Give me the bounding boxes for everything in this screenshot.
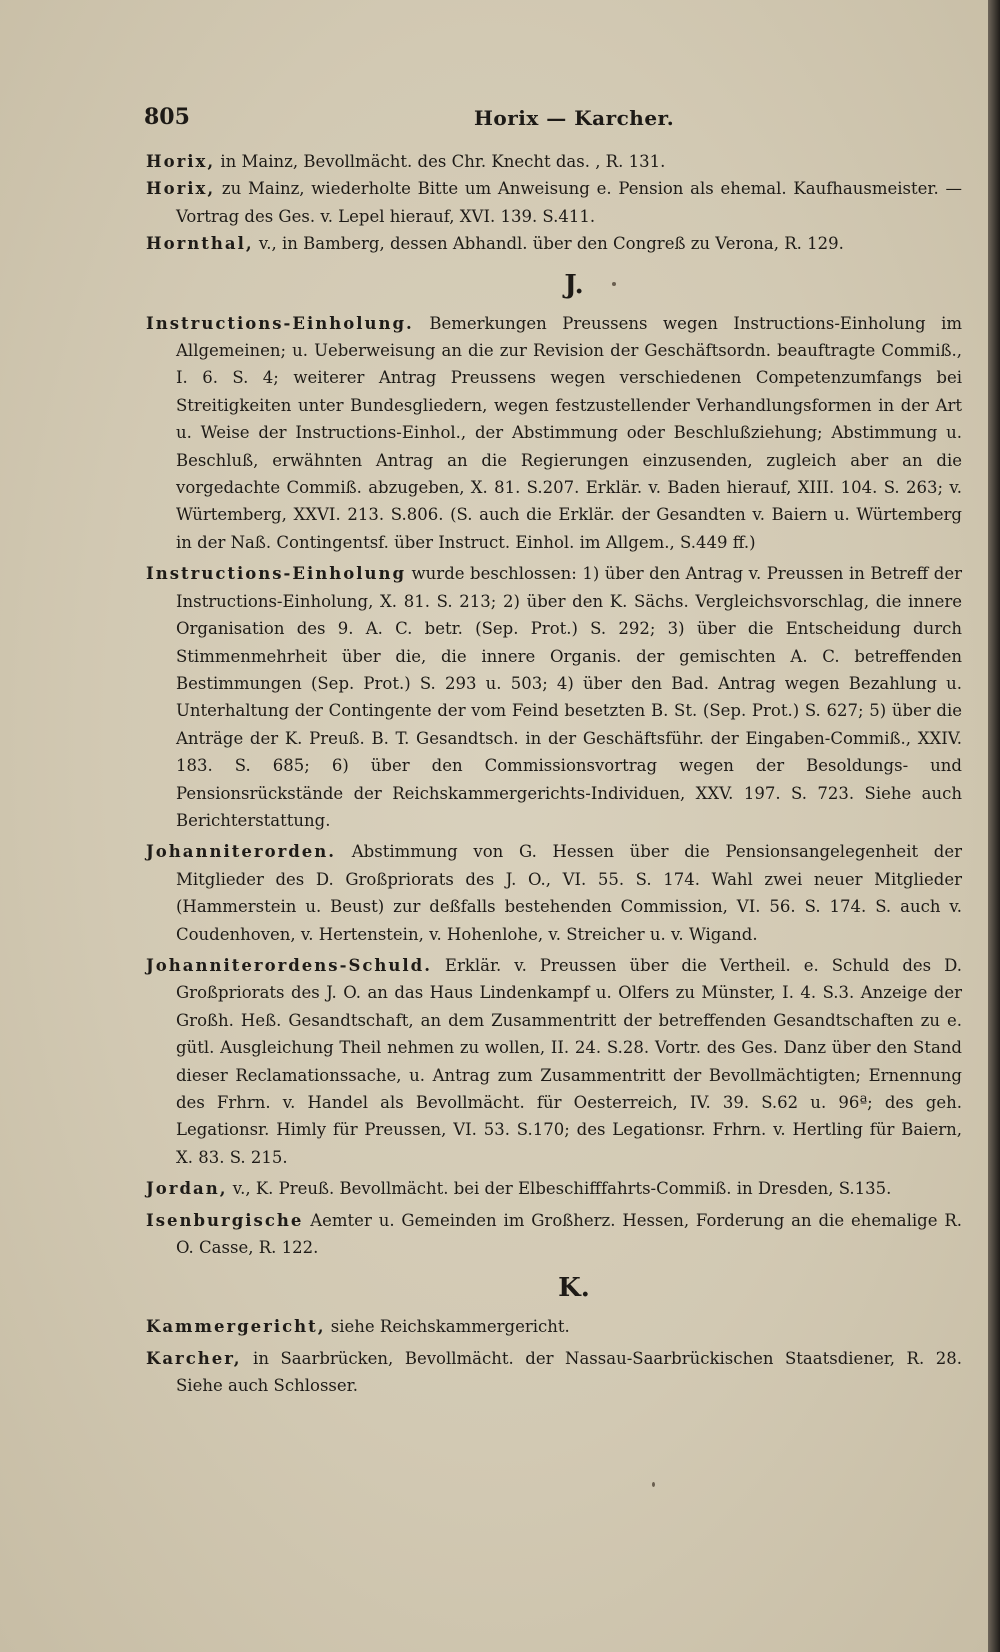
entry-text: in Saarbrücken, Bevollmächt. der Nassau-Saarbrückischen Staatsdiener, R. 28. Siehe auch Schlosser. — [176, 1348, 962, 1396]
section-letter-k: K. — [558, 1273, 590, 1304]
running-head: Horix — Karcher. — [474, 106, 675, 130]
index-entry — [146, 1345, 962, 1400]
entry-headword: Isenburgische — [146, 1210, 304, 1230]
section-letter-j: J. — [564, 269, 584, 300]
index-content — [146, 148, 962, 1400]
entry-headword: Karcher, — [146, 1348, 242, 1368]
index-entry — [146, 175, 962, 230]
index-entry — [146, 230, 962, 257]
index-entry — [146, 560, 962, 834]
index-entry — [146, 310, 962, 557]
entry-headword: Johanniterorden. — [146, 842, 337, 862]
index-entry — [146, 1175, 962, 1202]
entry-text: wurde beschlossen: 1) über den Antrag v. Preussen in Betreff der Instructions-Einholung, X. 81. S. 213; 2) über den K. Sächs. Vergleichsvorschlag, die innere Organisation des 9. A. C. betr. (Sep. Prot.) S. 292; 3) über die Entscheidung durch Stimmenmehrheit über die, die innere Organis. der gemischten A. C. betreffenden Bestimmungen (Sep. Prot.) S. 293 u. 503; 4) über den Bad. Antrag wegen Bezahlung u. Unterhaltung der Contingente der vom Feind besetzten B. St. (Sep. Prot.) S. 627; 5) über die Anträge der K. Preuß. B. T. Gesandtsch. in der Geschäftsführ. der Eingaben-Commiß., XXIV. 183. S. 685; 6) über den Commissionsvortrag wegen der Besoldungs- und Pensionsrückstände der Reichskammergerichts-Individuen, XXV. 197. S. 723. Siehe auch Berichterstattung. — [176, 564, 962, 830]
entry-text: Abstimmung von G. Hessen über die Pensionsangelegenheit der Mitglieder des D. Großpriorats des J. O., VI. 55. S. 174. Wahl zwei neuer Mitglieder (Hammerstein u. Beust) zur deßfalls bestehenden Commission, VI. 56. S. 174. S. auch v. Coudenhoven, v. Hertenstein, v. Hohenlohe, v. Streicher u. v. Wigand. — [176, 842, 962, 944]
entry-text: v., in Bamberg, dessen Abhandl. über den Congreß zu Verona, R. 129. — [253, 234, 844, 254]
page-number: 805 — [144, 104, 190, 130]
index-entry — [146, 952, 962, 1171]
page-header — [144, 104, 964, 136]
entry-text: Bemerkungen Preussens wegen Instructions-Einholung im Allgemeinen; u. Ueberweisung an die zur Revision der Geschäftsordn. beauftragte Commiß., I. 6. S. 4; weiterer Antrag Preussens wegen verschiedenen Competenzumfangs bei Streitigkeiten unter Bundesgliedern, wegen festzustellender Verhandlungsformen in der Art u. Weise der Instructions-Einhol., der Abstimmung oder Beschlußziehung; Abstimmung u. Beschluß, erwähnten Antrag an die Regierungen einzusenden, zugleich aber an die vorgedachte Commiß. abzugeben, X. 81. S.207. Erklär. v. Baden hierauf, XIII. 104. S. 263; v. Würtemberg, XXVI. 213. S.806. (S. auch die Erklär. der Gesandten v. Baiern u. Würtemberg in der Naß. Contingentsf. über Instruct. Einhol. im Allgem., S.449 ff.) — [176, 313, 962, 552]
entry-headword: Horix, — [146, 179, 216, 199]
index-entry — [146, 1313, 962, 1340]
entry-text: zu Mainz, wiederholte Bitte um Anweisung e. Pension als ehemal. Kaufhausmeister. — Vortrag des Ges. v. Lepel hierauf, XVI. 139. S.411. — [176, 179, 962, 226]
entry-text: siehe Reichskammergericht. — [325, 1317, 570, 1337]
entry-headword: Hornthal, — [146, 234, 254, 254]
entry-headword: Instructions-Einholung — [146, 564, 407, 584]
index-entry — [146, 148, 962, 175]
entry-text: in Mainz, Bevollmächt. des Chr. Knecht das. , R. 131. — [215, 152, 666, 171]
paper-speck — [652, 1482, 655, 1487]
entry-headword: Jordan, — [146, 1179, 228, 1199]
paper-speck — [612, 282, 616, 286]
entry-headword: Instructions-Einholung. — [146, 313, 414, 333]
entry-headword: Kammergericht, — [146, 1317, 326, 1337]
entry-headword: Horix, — [146, 152, 216, 171]
entry-headword: Johanniterordens-Schuld. — [146, 955, 432, 975]
index-entry — [146, 838, 962, 948]
entry-text: Aemter u. Gemeinden im Großherz. Hessen, Forderung an die ehemalige R. O. Casse, R. 122. — [176, 1210, 962, 1258]
entry-text: Erklär. v. Preussen über die Vertheil. e. Schuld des D. Großpriorats des J. O. an das Haus Lindenkampf u. Olfers zu Münster, I. 4. S.3. Anzeige der Großh. Heß. Gesandtschaft, an dem Zusammentritt der betreffenden Gesandtschaften zu e. gütl. Ausgleichung Theil nehmen zu wollen, II. 24. S.28. Vortr. des Ges. Danz über den Stand dieser Reclamationssache, u. Antrag zum Zusammentritt der Bevollmächtigten; Ernennung des Frhrn. v. Handel als Bevollmächt. für Oesterreich, IV. 39. S.62 u. 96ª; des geh. Legationsr. Himly für Preussen, VI. 53. S.170; des Legationsr. Frhrn. v. Hertling für Baiern, X. 83. S. 215. — [176, 955, 962, 1167]
index-entry — [146, 1207, 962, 1262]
entry-text: v., K. Preuß. Bevollmächt. bei der Elbeschifffahrts-Commiß. in Dresden, S.135. — [227, 1179, 892, 1199]
page-edge — [988, 0, 1000, 1652]
